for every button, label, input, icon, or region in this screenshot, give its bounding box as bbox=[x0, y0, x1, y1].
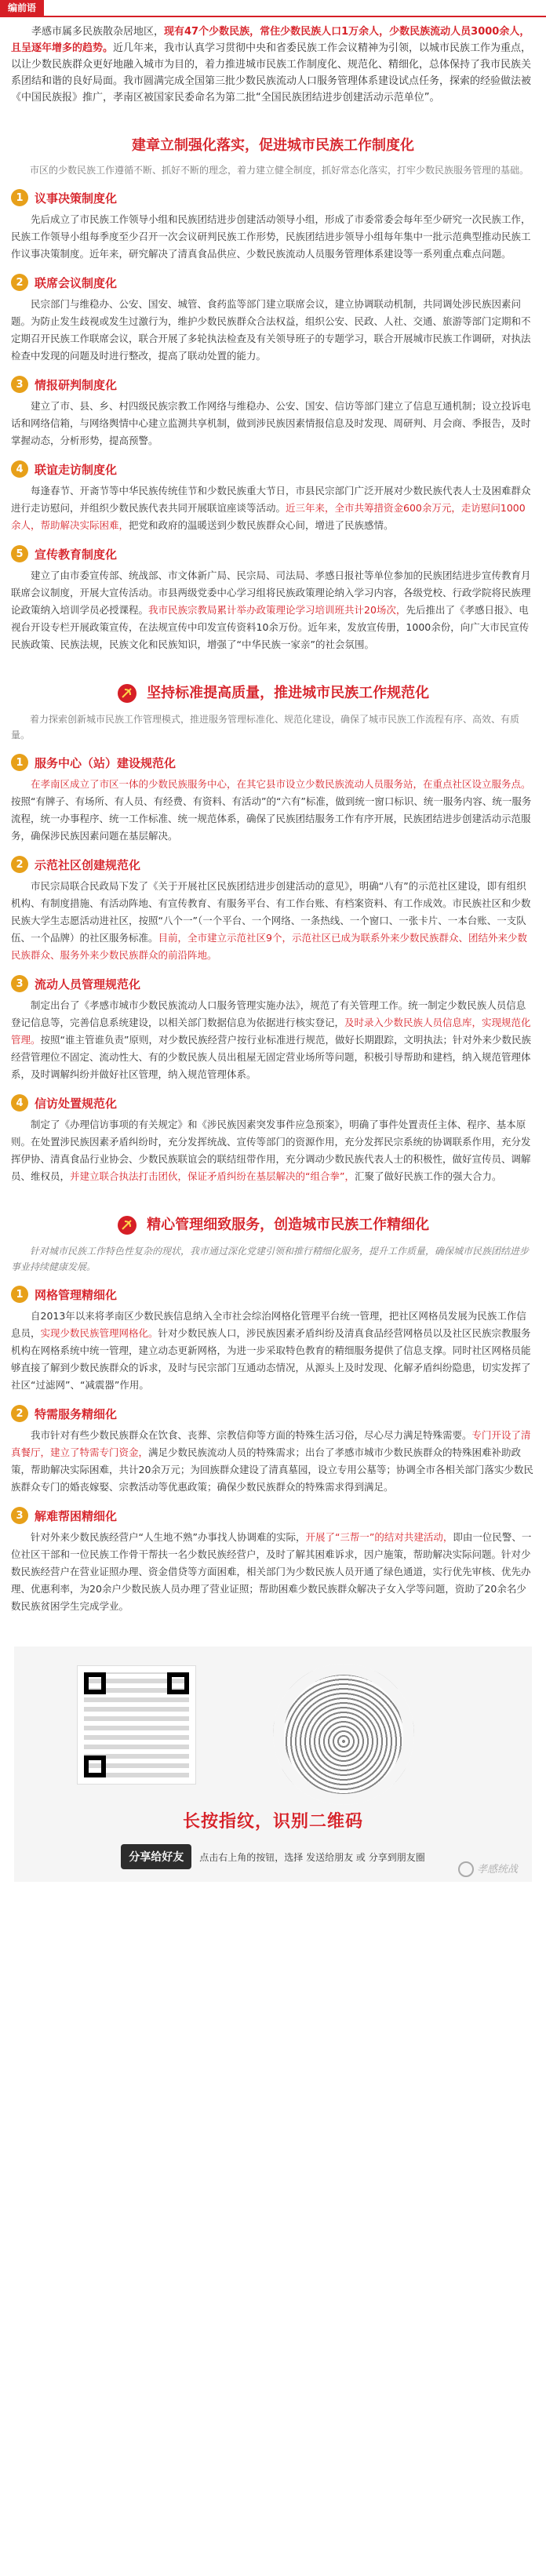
number-badge: 2 bbox=[11, 856, 28, 873]
intro-text-red: 现有47个少数民族，常住少数民族人口1万余人，少数民族流动人员3000余人，且呈逐年增多的趋势。 bbox=[11, 26, 530, 54]
section-title-2: 坚持标准提高质量，推进城市民族工作规范化 bbox=[0, 682, 546, 704]
section3-item-1 bbox=[0, 1286, 546, 1394]
highlight-text: 近三年来，全市共筹措资金600余万元，走访慰问1000余人，帮助解决实际困难， bbox=[11, 502, 526, 531]
item-body: 市民宗局联合民政局下发了《关于开展社区民族团结进步创建活动的意见》，明确“八有”的示范社区建设，即有组织机构、有制度措施、有活动阵地、有宣传教育、有服务平台、有工作台账、有档案资料、有工作成效。市民族社区和少数民族大学生志愿活动进社区，按照“八个一”（一个平台、一个网络、一条热线、一个窗口、一张卡片、一本台账、一支队伍、一个品牌）的社区服务标准。目前，全市建立示范社区9个，示范社区已成为联系外来少数民族群众、团结外来少数民族群众、服务外来少数民族群众的前沿阵地。 bbox=[11, 880, 531, 961]
item-body: 民宗部门与维稳办、公安、国安、城管、食药监等部门建立联席会议，建立协调联动机制，共同调处涉民族因素问题。为防止发生歧视或发生过激行为，维护少数民族群众合法权益，组织公安、民政、人社、交通、旅游等部门定期和不定期召开民族工作联席会议，联合开展了多轮执法检查及有关领导班子的专题学习，联合开展城市民族工作调研，对执法检查中发现的问题及时进行整改，提高了联动处置的能力。 bbox=[11, 298, 531, 362]
section2-item-3 bbox=[0, 975, 546, 1083]
item-body: 在孝南区成立了市区一体的少数民族服务中心，在其它县市设立少数民族流动人员服务站，在重点社区设立服务点。按照“有牌子、有场所、有人员、有经费、有资料、有活动”的“六有”标准，做到统一窗口标识、统一服务内容、统一服务流程，统一办事程序、统一工作标准、统一规范体系，确保了民族团结服务工作有序开展，民族团结进步创建活动示范服务，确保涉民族因素问题在基层解决。 bbox=[11, 778, 532, 842]
section2-item-4 bbox=[0, 1094, 546, 1185]
item-body: 建立了由市委宣传部、统战部、市文体新广局、民宗局、司法局、孝感日报社等单位参加的民族团结进步宣传教育月联席会议制度，开展大宣传活动。市县两级党委中心学习组将民族政策理论纳入学习内容，各级党校、行政学院将民族理论政策纳入培训学员必授课程。我市民族宗教局累计举办政策理论学习培训班共计20场次，先后推出了《孝感日报》、电视台开设专栏开展政策宣传，在法规宣传中印发宣传资料10余万份。近年来，发放宣传册，1000余份，向广大市民宣传民族政策、民族法规，民族文化和民族知识，增强了“中华民族一家亲”的社会氛围。 bbox=[11, 569, 531, 650]
item-title: 情报研判制度化 bbox=[35, 377, 118, 392]
item-title: 宣传教育制度化 bbox=[35, 547, 118, 562]
number-badge: 1 bbox=[11, 189, 28, 206]
party-emblem-icon bbox=[117, 1215, 137, 1235]
brand-watermark: 孝感统战 bbox=[458, 1861, 518, 1878]
editor-note-header bbox=[0, 0, 546, 17]
share-footer bbox=[14, 1646, 532, 1882]
brand-logo-icon bbox=[458, 1861, 474, 1877]
item-body: 每逢春节、开斋节等中华民族传统佳节和少数民族重大节日，市县民宗部门广泛开展对少数民族代表人士及困难群众进行走访慰问，并组织少数民族代表共同开展联谊座谈等活动。近三年来，全市共筹措资金600余万元，走访慰问1000余人，帮助解决实际困难，把党和政府的温暖送到少数民族群众心间，增进了民族感情。 bbox=[11, 485, 531, 531]
section2-item-2 bbox=[0, 856, 546, 964]
qr-finder-icon bbox=[167, 1672, 189, 1694]
item-title: 示范社区创建规范化 bbox=[35, 857, 141, 872]
item-title: 议事决策制度化 bbox=[35, 191, 118, 206]
section1-item-2 bbox=[0, 274, 546, 365]
section-title-3: 精心管理细致服务，创造城市民族工作精细化 bbox=[0, 1213, 546, 1235]
item-title: 特需服务精细化 bbox=[35, 1406, 118, 1421]
qr-finder-icon bbox=[84, 1756, 106, 1777]
number-badge: 4 bbox=[11, 1094, 28, 1112]
highlight-text: 并建立联合执法打击团伙，保证矛盾纠纷在基层解决的“组合拳”， bbox=[70, 1170, 355, 1182]
item-title: 解难帮困精细化 bbox=[35, 1508, 118, 1523]
intro-text-after: 近几年来，我市认真学习贯彻中央和省委民族工作会议精神为引领，以城市民族工作为重点，以让少数民族群众更好地融入城市为目的，着力推进城市民族工作制度化、规范化、精细化，总体保持了我市民族关系团结和谐的良好局面。我市圆满完成全国第三批少数民族流动人口服务管理体系建设试点任务，探索的经验做法被《中国民族报》推广，孝南区被国家民委命名为第二批“全国民族团结进步创建活动示范单位”。 bbox=[11, 42, 532, 104]
section3-item-2 bbox=[0, 1405, 546, 1496]
highlight-text: 专门开设了清真餐厅，建立了特需专门资金， bbox=[11, 1429, 531, 1458]
item-body: 先后成立了市民族工作领导小组和民族团结进步创建活动领导小组，形成了市委常委会每年至少研究一次民族工作，民族工作领导小组每季度至少召开一次会议研判民族工作形势，民族团结进步领导小组每年集中一批示范典型推动民族工作议事决策制度。近年来，研究解决了清真食品供应、少数民族流动人员服务管理体系建设等一系列重点难点问题。 bbox=[11, 213, 531, 260]
fingerprint-mask bbox=[273, 1664, 414, 1805]
qr-code[interactable] bbox=[77, 1665, 196, 1785]
number-badge: 2 bbox=[11, 274, 28, 291]
item-body: 我市针对有些少数民族群众在饮食、丧葬、宗教信仰等方面的特殊生活习俗，尽心尽力满足特殊需要。专门开设了清真餐厅，建立了特需专门资金，满足少数民族流动人员的特殊需求；出台了孝感市城市少数民族群众的特殊困难补助政策，帮助解决实际困难，共计20余万元；为回族群众建设了清真墓园，设立专用公墓等；协调全市各相关部门落实少数民族群众专门的婚丧嫁娶、宗教活动等优惠政策；确保少数民族群众的特殊需求得到满足。 bbox=[11, 1429, 533, 1493]
highlight-text: 及时录入少数民族人员信息库，实现规范化管理。 bbox=[11, 1017, 531, 1046]
intro-paragraph bbox=[0, 17, 546, 106]
qr-finder-icon bbox=[84, 1672, 106, 1694]
item-body: 针对外来少数民族经营户“人生地不熟”办事找人协调难的实际，开展了“三帮一”的结对共建活动，即由一位民警、一位社区干部和一位民族工作骨干帮扶一名少数民族经营户，及时了解其困难诉求，因户施策，帮助解决实际问题。针对少数民族经营户在营业证照办理、资金借贷等方面困难，相关部门为少数民族人员开通了绿色通道，实行优先审核、优先办理、优惠利率，为20余户少数民族人员办理了营业证照；帮助困难少数民族群众解决子女入学等问题，资助了20余名少数民族贫困学生完成学业。 bbox=[11, 1531, 532, 1612]
section1-item-4 bbox=[0, 460, 546, 534]
highlight-text: 开展了“三帮一”的结对共建活动， bbox=[305, 1531, 453, 1543]
item-title: 信访处置规范化 bbox=[35, 1096, 118, 1111]
item-body: 自2013年以来将孝南区少数民族信息纳入全市社会综治网格化管理平台统一管理，把社区网格员发展为民族工作信息员，实现少数民族管理网格化。针对少数民族人口，涉民族因素矛盾纠纷及清真食品经营网格员以及社区民族宗教服务机构在网格系统中统一管理，建立动态更新网格，为进一步采取特色教育的精细服务提供了信息支撑。同时社区网格员能够直接了解到少数民族群众的诉求，及时与民宗部门互通动态情况，从源头上及时发现、化解矛盾纠纷隐患，切实发挥了社区“过滤网”、“减震器”作用。 bbox=[11, 1310, 531, 1391]
item-title: 联席会议制度化 bbox=[35, 275, 118, 290]
highlight-text: 在孝南区成立了市区一体的少数民族服务中心，在其它县市设立少数民族流动人员服务站，在重点社区设立服务点。 bbox=[31, 778, 531, 790]
number-badge: 3 bbox=[11, 975, 28, 992]
intro-text-before: 孝感市属多民族散杂居地区， bbox=[31, 26, 165, 38]
number-badge: 3 bbox=[11, 1507, 28, 1524]
highlight-text: 实现少数民族管理网格化。 bbox=[40, 1327, 158, 1339]
item-title: 服务中心（站）建设规范化 bbox=[35, 755, 177, 770]
section1-item-1 bbox=[0, 189, 546, 263]
highlight-text: 我市民族宗教局累计举办政策理论学习培训班共计20场次， bbox=[148, 604, 406, 616]
number-badge: 2 bbox=[11, 1405, 28, 1422]
share-instructions: 点击右上角的按钮，选择 发送给朋友 或 分享到朋友圈 bbox=[199, 1851, 425, 1863]
section1-item-3 bbox=[0, 376, 546, 449]
party-emblem-icon bbox=[117, 683, 137, 704]
item-body: 建立了市、县、乡、村四级民族宗教工作网络与维稳办、公安、国安、信访等部门建立了信息互通机制；设立投诉电话和网络信箱，与网络舆情中心建立监测共享机制，做到涉民族因素情报信息及时发现、周研判、月会商、季报告，及时掌握动态，分析形势，提高预警。 bbox=[11, 400, 531, 446]
section-subtitle-1: 市区的少数民族工作遵循不断、抓好不断的理念，着力建立健全制度，抓好常态化落实，打牢少数民族服务管理的基础。 bbox=[30, 165, 530, 176]
number-badge: 1 bbox=[11, 1286, 28, 1303]
section-subtitle-2: 着力探索创新城市民族工作管理模式，推进服务管理标准化、规范化建设，确保了城市民族工作流程有序、高效、有质量。 bbox=[11, 714, 520, 740]
editor-note-tag: 编前语 bbox=[0, 0, 44, 16]
item-body: 制定了《办理信访事项的有关规定》和《涉民族因素突发事件应急预案》，明确了事件处置责任主体、程序、基本原则。在处置涉民族因素矛盾纠纷时，充分发挥统战、宣传等部门的资源作用，充分发挥民宗系统的协调联系作用，充分发挥伊协、清真食品行业协会、少数民族联谊会的联结纽带作用，充分调动少数民族代表人士的积极性，做好宣传员、调解员、维权员，并建立联合执法打击团伙，保证矛盾纠纷在基层解决的“组合拳”，汇聚了做好民族工作的强大合力。 bbox=[11, 1119, 531, 1182]
item-title: 流动人员管理规范化 bbox=[35, 977, 141, 991]
long-press-tip: 长按指纹，识别二维码 bbox=[182, 1812, 363, 1832]
section1-item-5 bbox=[0, 545, 546, 653]
item-title: 网格管理精细化 bbox=[35, 1287, 118, 1302]
section2-item-1 bbox=[0, 754, 546, 845]
item-body: 制定出台了《孝感市城市少数民族流动人口服务管理实施办法》，规范了有关管理工作。统一制定少数民族人员信息登记信息等，完善信息系统建设，以相关部门数据信息为依据进行核实登记，及时录入少数民族人员信息库，实现规范化管理。按照“谁主管谁负责”原则，对少数民族经营户按行业标准进行规范，做好长期跟踪，文明执法；针对外来少数民族经营管理位不固定、流动性大、有的少数民族人员出租屋无固定营业场所等问题，积极引导帮助和建档，纳入规范管理体系，及时调解纠纷并做好社区管理，纳入规范管理体系。 bbox=[11, 999, 531, 1080]
number-badge: 1 bbox=[11, 754, 28, 771]
share-row bbox=[14, 1844, 532, 1869]
number-badge: 4 bbox=[11, 460, 28, 478]
header-divider bbox=[0, 16, 546, 17]
share-to-friends-label: 分享给好友 bbox=[121, 1844, 191, 1869]
highlight-text: 目前，全市建立示范社区9个，示范社区已成为联系外来少数民族群众、团结外来少数民族群众、服务外来少数民族群众的前沿阵地。 bbox=[11, 932, 527, 961]
section-title-1: 建章立制强化落实，促进城市民族工作制度化 bbox=[132, 137, 414, 154]
item-title: 联谊走访制度化 bbox=[35, 462, 118, 477]
section-subtitle-3: 针对城市民族工作特色性复杂的现状，我市通过深化党建引领和推行精细化服务，提升工作质量，确保城市民族团结进步事业持续健康发展。 bbox=[11, 1246, 530, 1272]
number-badge: 3 bbox=[11, 376, 28, 393]
number-badge: 5 bbox=[11, 545, 28, 562]
section3-item-3 bbox=[0, 1507, 546, 1615]
